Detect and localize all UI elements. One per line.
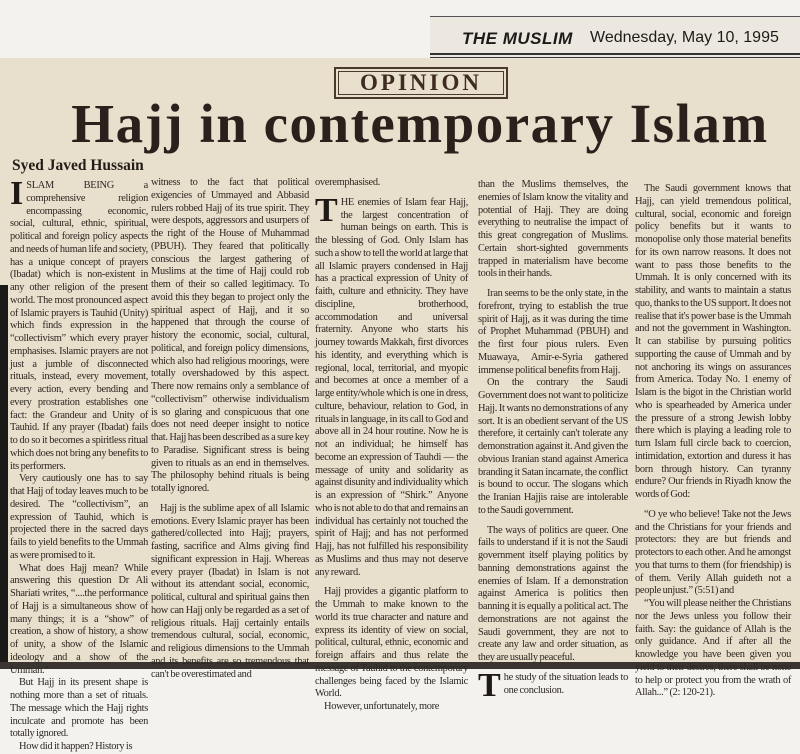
paragraph: than the Muslims themselves, the enemies of Islam know the vitality and potential of Hajj. They are doing everything to neutralise the impact of this great congregation of Muslims. Certain short-sighted governments trapped in materialism have become tools in their hands. bbox=[478, 179, 628, 280]
paragraph: However, unfortunately, more bbox=[324, 701, 440, 712]
newspaper-name: THE MUSLIM bbox=[462, 29, 573, 48]
paragraph: “You will please neither the Christians nor the Jews unless you follow their faith. Say: the guidance of Allah is the only guidance. And if after all the knowledge you have been given you yield to their desires, there shall be none to help or protect you from the wrath of Allah...” (2: 120-21). bbox=[635, 598, 791, 699]
publication-date: Wednesday, May 10, 1995 bbox=[590, 29, 779, 46]
paragraph: Very cautiously one has to say that Hajj of today leaves much to be desired. The “collectivism”, an expression of Tauhid, which is projected there in the sacred days fails to yield benefits to the Ummah as were promised to it. bbox=[10, 473, 148, 561]
drop-cap: T bbox=[478, 666, 501, 704]
paragraph: But Hajj in its present shape is nothing more than a set of rituals. The message which the Hajj rights inculcate and promote has been totally ignored. bbox=[10, 677, 148, 740]
paragraph: The Saudi government knows that Hajj, can yield tremendous political, cultural, social, economic and foreign policy benefits but it wants to monopolise only those material benefits for its own narrow reasons. It does not want to pass those benefits to the Ummah. It is only concerned with its stability, and wants to maintain a status quo, thanks to the US support. It does not realise that it's power base is the Ummah and not the government in Washington. It can stabilise by pursuing politics supporting the cause of Ummah and by not anchoring its wings on assurances from America. Today No. 1 enemy of Islam is the bigot in the Christian world who is spearheaded by America under the pressure of a strong Jewish lobby there which is playing a leading role to turn Islam full circle back to coercion, intimidation, extortion and duress it has born through history. Can tyranny endure? Our friends in Riyadh know the words of God: bbox=[635, 183, 791, 500]
paragraph: witness to the fact that political exigencies of Ummayed and Abbasid rulers robbed Hajj of its true spirit. They were despots, aggressors and usurpers of the right of the House of Muhammad (PBUH). They feared that politically conscious the largest gathering of Muslims at the time of Hajj could rob them of their so called legitimacy. To avoid this they began to project only the spiritual aspect of Hajj, and it so happened that through the course of history the economic, social, cultural, political, and foreign policy dimensions, which also had religious moorings, were totally overshadowed by this aspect. There now remains only a semblance of “collectivism” otherwise individualism is so glaring and conspicuous that one does not need deeper insight to notice that. Hajj has been described as a sure key to Paradise. Significant stress is being given to rituals as an end in themselves. The philosophy behind rituals is being totally ignored. bbox=[151, 177, 310, 494]
paragraph: “O ye who believe! Take not the Jews and the Christians for your friends and protectors: they are but friends and protectors to each other. And he amongst you that turns to them (for friendship) is of them. Verily Allah guideth not a people unjust.” (5:51) and bbox=[635, 508, 791, 597]
paragraph bbox=[478, 666, 628, 704]
drop-cap: I bbox=[10, 175, 24, 212]
section-label: OPINION bbox=[334, 67, 508, 99]
masthead bbox=[430, 16, 800, 59]
paragraph: The ways of politics are queer. One fails to understand if it is not the Saudi government itself playing politics by banning demonstrations against the enemies of Islam. If a demonstration against America is politics then banning it is equally a political act. The demonstrations are not against the Saudi government, they are not to create any law and order situation, as they are usually peaceful. bbox=[478, 524, 628, 663]
article-column-5 bbox=[635, 183, 791, 700]
paragraph: Hajj is the sublime apex of all Islamic emotions. Every Islamic prayer has been gathered/collected into Hajj; prayers, fasting, sacrifice and Alms giving find significant expression in Hajj. Whereas every prayer (Ibadat) in Islam is not without its attendant social, economic, political, cultural and spiritual gains then how can Hajj only be regarded as a set of religious rituals. Hajj certainly entails tremendous cultural, social, economic, and religious dimensions to the Ummah and its benefits are so tremendous that can't be overestimated and bbox=[151, 502, 309, 680]
headline: Hajj in contemporary Islam bbox=[71, 93, 769, 154]
paragraph bbox=[10, 175, 148, 473]
paragraph: How did it happen? History is bbox=[19, 741, 133, 752]
paragraph-text: he study of the situation leads to one conclusion. bbox=[503, 671, 628, 696]
article-column-2 bbox=[151, 177, 309, 681]
paragraph: Iran seems to be the only state, in the forefront, trying to establish the true spirit of Hajj, as it was during the time of Prophet Muhammad (PBUH) and the first four pious rulers. Even Muawaya, Amir-e-Syria gathered immense political benefits from Hajj. bbox=[478, 288, 628, 376]
scan-edge bbox=[0, 285, 8, 662]
article-column-4 bbox=[478, 179, 628, 704]
paragraph: On the contrary the Saudi Government does not want to politicize Hajj. It wants no demonstrations of any sort. It is an obedient servant of the US therefore, it certainly can't tolerate any demonstration against it. And given the obvious Iranian stand against America branding it Satan incarnate, the conflict is bound to occur. The slogans which the Iranian Hajjis raise are intolerable to the Saudi government. bbox=[478, 377, 628, 516]
article-column-1 bbox=[10, 175, 148, 754]
paragraph bbox=[315, 191, 468, 580]
masthead-rule bbox=[430, 53, 800, 58]
article-column-3 bbox=[315, 177, 468, 714]
paragraph-text: HE enemies of Islam fear Hajj, the largest concentration of human beings on earth. This is the blessing of God. Only Islam has such a show to tell the world at large that all Islamic prayers condensed in Hajj has a practical expression of Unity of faith, culture and ethnicity. They have discipline, brotherhood, accommodation and universal fraternity. Anyone who starts his journey towards Makkah, first divorces his identity, and everything which is regional, local, territorial, and myopic and becomes at once a member of a large entity/whole which is one in dress, culture, behaviour, relation to God, in rituals in language, in its call to God and above all in 24 hour routine. Now he is not an individual; he himself has become an expression of Tauhdi — the message of unity and solidarity as against disunity and individuality which is an expression of “Shirk.” Anyone who is not able to do that and remains an individual has certainly not touched the spirit of Hajj; and has not performed Hajj, has not fulfilled his responsibility as Muslims and thus may not deserve any reward. bbox=[315, 196, 468, 578]
paragraph: Hajj provides a gigantic platform to the Ummah to make known to the world its true character and nature and express its identity of view on social, political, cultural, ethnic, economic and foreign affairs and thus relate the message of Tauhid to the contemporary challenges being faced by the Islamic World. bbox=[315, 586, 468, 700]
paragraph: What does Hajj mean? While answering this question Dr Ali Shariati writes, “....the performance of Hajj is a simultaneous show of many things; it is a “show” of creation, a show of history, a show of unity, a show of the Islamic ideology and a show of the Ummah.” bbox=[10, 562, 148, 676]
paragraph: overemphasised. bbox=[315, 177, 381, 188]
paragraph-text: SLAM BEING a comprehensive religion encompassing economic, social, cultural, ethnic, spiritual, political and foreign policy aspects and needs of human life and society, has a unique concept of prayers (Ibadat) which is non-existent in any other religion of the present world. The most pronounced aspect of Islamic prayers is Tauhid (Unity) which finds expression in the “collectivism” which every prayer emphasises. Islamic prayers are not just a jumble of disconnected rituals, instead, every movement, every action, every bending and every prostration establishes one fact: the Grandeur and Unity of Tauhid. If any prayer (Ibadat) fails to do so it becomes a spiritless ritual which does not bring any benefits to its performers. bbox=[10, 180, 148, 472]
byline: Syed Javed Hussain bbox=[12, 157, 144, 174]
drop-cap: T bbox=[315, 191, 338, 229]
